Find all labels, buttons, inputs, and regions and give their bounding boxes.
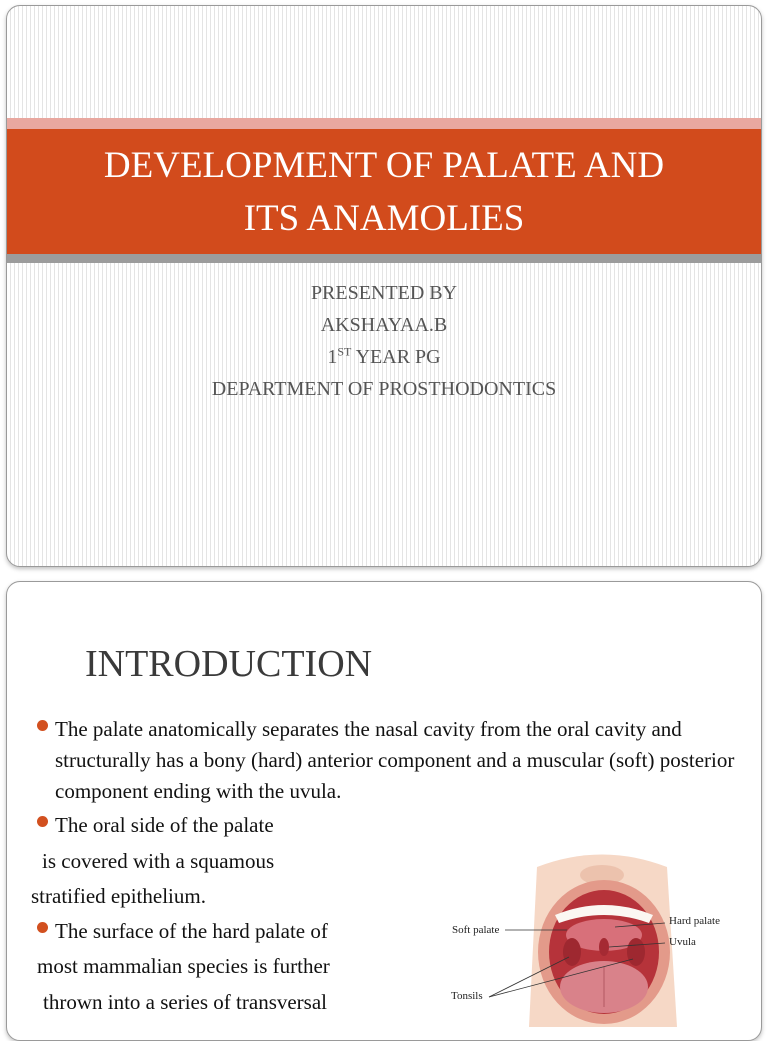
- label-hard-palate: Hard palate: [669, 915, 720, 927]
- label-uvula: Uvula: [669, 936, 696, 948]
- bullet-2-line3: stratified epithelium.: [31, 884, 206, 908]
- bullet-dot-icon: [37, 720, 48, 731]
- year-rest: YEAR PG: [351, 346, 441, 368]
- introduction-heading: INTRODUCTION: [85, 643, 373, 685]
- slide-title: [44, 139, 724, 245]
- bullet-2-line1: The oral side of the palate: [55, 813, 274, 837]
- year-text: [7, 341, 761, 373]
- title-band: [7, 129, 761, 254]
- year-number: 1: [327, 346, 338, 368]
- mouth-illustration: [437, 847, 757, 1027]
- label-soft-palate: Soft palate: [452, 924, 500, 936]
- introduction-slide: [6, 581, 762, 1041]
- title-band-bottom-stripe: [7, 254, 761, 263]
- presented-by-text: PRESENTED BY: [310, 282, 458, 304]
- slide-title-line1: DEVELOPMENT OF PALATE AND: [103, 144, 665, 186]
- subtitle-block: [7, 277, 761, 405]
- slide-title-line2: ITS ANAMOLIES: [243, 197, 525, 239]
- title-band-top-stripe: [7, 118, 761, 129]
- bullet-3-line1: The surface of the hard palate of: [55, 919, 328, 943]
- right-tonsil: [627, 938, 645, 966]
- uvula-shape: [599, 938, 609, 956]
- bullet-3-line2: most mammalian species is further: [37, 954, 330, 978]
- bullet-2-line2: is covered with a squamous: [42, 849, 275, 873]
- left-tonsil: [563, 938, 581, 966]
- department-text: DEPARTMENT OF PROSTHODONTICS: [211, 378, 557, 400]
- label-tonsils: Tonsils: [451, 990, 483, 1002]
- year-superscript: ST: [337, 344, 352, 359]
- bullet-3-line3: thrown into a series of transversal: [43, 990, 328, 1014]
- title-slide: [6, 5, 762, 567]
- bullet-dot-icon: [37, 922, 48, 933]
- bullet-dot-icon: [37, 816, 48, 827]
- bullet-1-text: The palate anatomically separates the nasal cavity from the oral cavity and structurally has a bony (hard) anterior component and a muscular (soft) posterior component ending with the uvula.: [55, 717, 735, 803]
- oral-cavity-figure: [437, 847, 757, 1027]
- author-name: AKSHAYAA.B: [320, 314, 448, 336]
